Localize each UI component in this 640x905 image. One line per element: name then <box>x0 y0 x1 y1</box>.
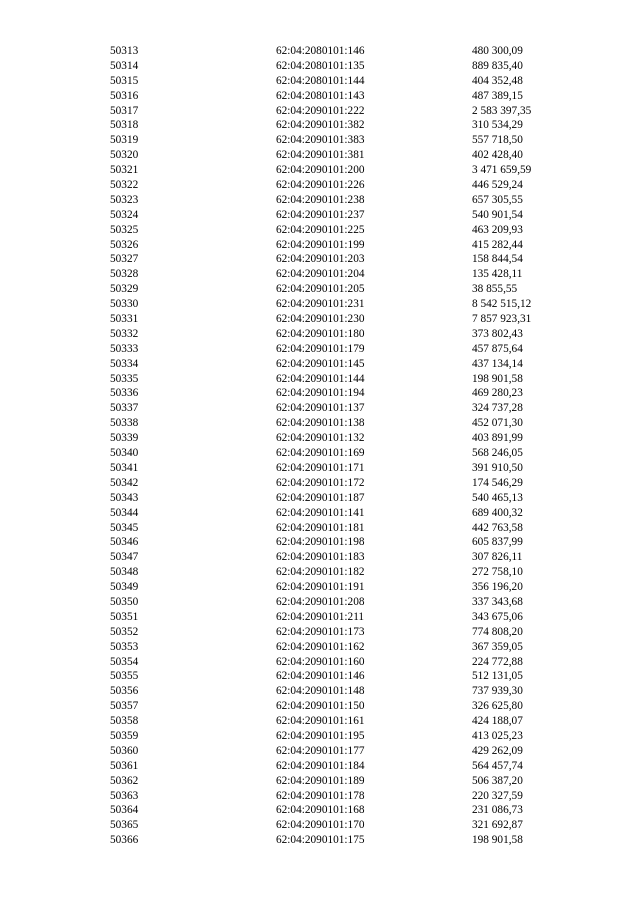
row-number-cell: 50359 <box>110 729 139 742</box>
cadastral-value-cell: 657 305,55 <box>472 193 523 206</box>
row-number-cell: 50317 <box>110 104 139 117</box>
row-number-cell: 50342 <box>110 476 139 489</box>
cadastral-number-cell: 62:04:2090101:208 <box>276 595 365 608</box>
cadastral-number-cell: 62:04:2090101:171 <box>276 461 365 474</box>
cadastral-number-cell: 62:04:2090101:382 <box>276 119 365 132</box>
cadastral-number-cell: 62:04:2090101:145 <box>276 357 365 370</box>
row-number-cell: 50351 <box>110 610 139 623</box>
cadastral-value-cell: 321 692,87 <box>472 819 523 832</box>
cadastral-number-cell: 62:04:2090101:383 <box>276 134 365 147</box>
table-row <box>0 401 640 416</box>
cadastral-value-cell: 457 875,64 <box>472 342 523 355</box>
table-row <box>0 193 640 208</box>
cadastral-number-cell: 62:04:2090101:172 <box>276 476 365 489</box>
table-row <box>0 282 640 297</box>
cadastral-value-cell: 506 387,20 <box>472 774 523 787</box>
table-row <box>0 446 640 461</box>
table-row <box>0 89 640 104</box>
cadastral-value-cell: 774 808,20 <box>472 625 523 638</box>
row-number-cell: 50349 <box>110 581 139 594</box>
table-row <box>0 416 640 431</box>
table-row <box>0 297 640 312</box>
cadastral-number-cell: 62:04:2090101:137 <box>276 402 365 415</box>
cadastral-value-cell: 429 262,09 <box>472 744 523 757</box>
cadastral-value-cell: 512 131,05 <box>472 670 523 683</box>
row-number-cell: 50339 <box>110 432 139 445</box>
row-number-cell: 50353 <box>110 640 139 653</box>
table-row <box>0 550 640 565</box>
cadastral-value-cell: 463 209,93 <box>472 223 523 236</box>
cadastral-number-cell: 62:04:2090101:381 <box>276 149 365 162</box>
row-number-cell: 50330 <box>110 298 139 311</box>
row-number-cell: 50325 <box>110 223 139 236</box>
row-number-cell: 50348 <box>110 566 139 579</box>
table-row <box>0 163 640 178</box>
cadastral-number-cell: 62:04:2090101:187 <box>276 491 365 504</box>
cadastral-value-cell: 7 857 923,31 <box>472 313 532 326</box>
cadastral-value-cell: 158 844,54 <box>472 253 523 266</box>
cadastral-number-cell: 62:04:2090101:138 <box>276 417 365 430</box>
cadastral-number-cell: 62:04:2090101:150 <box>276 700 365 713</box>
row-number-cell: 50333 <box>110 342 139 355</box>
row-number-cell: 50315 <box>110 74 139 87</box>
table-row <box>0 327 640 342</box>
cadastral-number-cell: 62:04:2090101:195 <box>276 729 365 742</box>
cadastral-number-cell: 62:04:2080101:146 <box>276 45 365 57</box>
table-row <box>0 491 640 506</box>
table-row <box>0 565 640 580</box>
cadastral-number-cell: 62:04:2080101:144 <box>276 74 365 87</box>
cadastral-number-cell: 62:04:2090101:199 <box>276 238 365 251</box>
cadastral-number-cell: 62:04:2090101:194 <box>276 387 365 400</box>
cadastral-value-cell: 307 826,11 <box>472 551 523 564</box>
cadastral-number-cell: 62:04:2090101:203 <box>276 253 365 266</box>
row-number-cell: 50320 <box>110 149 139 162</box>
cadastral-number-cell: 62:04:2090101:230 <box>276 313 365 326</box>
row-number-cell: 50326 <box>110 238 139 251</box>
cadastral-value-cell: 437 134,14 <box>472 357 523 370</box>
cadastral-number-cell: 62:04:2090101:211 <box>276 610 365 623</box>
cadastral-value-cell: 8 542 515,12 <box>472 298 532 311</box>
cadastral-value-cell: 38 855,55 <box>472 283 518 296</box>
table-row <box>0 521 640 536</box>
cadastral-value-cell: 337 343,68 <box>472 595 523 608</box>
cadastral-number-cell: 62:04:2090101:200 <box>276 164 365 177</box>
cadastral-value-cell: 404 352,48 <box>472 74 523 87</box>
cadastral-value-cell: 324 737,28 <box>472 402 523 415</box>
cadastral-number-cell: 62:04:2080101:143 <box>276 89 365 102</box>
cadastral-number-cell: 62:04:2090101:231 <box>276 298 365 311</box>
row-number-cell: 50358 <box>110 715 139 728</box>
cadastral-number-cell: 62:04:2090101:178 <box>276 789 365 802</box>
cadastral-number-cell: 62:04:2090101:189 <box>276 774 365 787</box>
cadastral-number-cell: 62:04:2090101:184 <box>276 759 365 772</box>
cadastral-value-cell: 198 901,58 <box>472 372 523 385</box>
cadastral-number-cell: 62:04:2090101:226 <box>276 179 365 192</box>
row-number-cell: 50362 <box>110 774 139 787</box>
table-row <box>0 238 640 253</box>
row-number-cell: 50332 <box>110 327 139 340</box>
cadastral-number-cell: 62:04:2090101:141 <box>276 506 365 519</box>
row-number-cell: 50338 <box>110 417 139 430</box>
cadastral-number-cell: 62:04:2090101:175 <box>276 834 365 847</box>
table-row <box>0 223 640 238</box>
cadastral-number-cell: 62:04:2090101:162 <box>276 640 365 653</box>
table-row <box>0 252 640 267</box>
table-row <box>0 342 640 357</box>
table-row <box>0 461 640 476</box>
cadastral-value-cell: 446 529,24 <box>472 179 523 192</box>
cadastral-value-cell: 469 280,23 <box>472 387 523 400</box>
cadastral-number-cell: 62:04:2090101:168 <box>276 804 365 817</box>
row-number-cell: 50356 <box>110 685 139 698</box>
cadastral-value-cell: 367 359,05 <box>472 640 523 653</box>
cadastral-value-cell: 220 327,59 <box>472 789 523 802</box>
row-number-cell: 50335 <box>110 372 139 385</box>
cadastral-number-cell: 62:04:2090101:148 <box>276 685 365 698</box>
table-row <box>0 431 640 446</box>
cadastral-value-cell: 356 196,20 <box>472 581 523 594</box>
table-row <box>0 714 640 729</box>
cadastral-value-cell: 540 901,54 <box>472 208 523 221</box>
cadastral-value-cell: 174 546,29 <box>472 476 523 489</box>
row-number-cell: 50345 <box>110 521 139 534</box>
row-number-cell: 50331 <box>110 313 139 326</box>
cadastral-value-cell: 343 675,06 <box>472 610 523 623</box>
table-row <box>0 833 640 848</box>
cadastral-number-cell: 62:04:2090101:177 <box>276 744 365 757</box>
table-row <box>0 133 640 148</box>
cadastral-value-cell: 373 802,43 <box>472 327 523 340</box>
cadastral-value-cell: 413 025,23 <box>472 729 523 742</box>
cadastral-number-cell: 62:04:2090101:198 <box>276 536 365 549</box>
row-number-cell: 50363 <box>110 789 139 802</box>
table-row <box>0 118 640 133</box>
table-row <box>0 729 640 744</box>
cadastral-number-cell: 62:04:2090101:237 <box>276 208 365 221</box>
row-number-cell: 50344 <box>110 506 139 519</box>
table-row <box>0 818 640 833</box>
cadastral-value-cell: 391 910,50 <box>472 461 523 474</box>
row-number-cell: 50327 <box>110 253 139 266</box>
table-row <box>0 148 640 163</box>
table-row <box>0 59 640 74</box>
table-row <box>0 625 640 640</box>
table-row <box>0 744 640 759</box>
row-number-cell: 50366 <box>110 834 139 847</box>
cadastral-value-cell: 135 428,11 <box>472 268 523 281</box>
row-number-cell: 50324 <box>110 208 139 221</box>
cadastral-number-cell: 62:04:2090101:169 <box>276 447 365 460</box>
cadastral-value-cell: 689 400,32 <box>472 506 523 519</box>
table-row <box>0 372 640 387</box>
cadastral-number-cell: 62:04:2090101:204 <box>276 268 365 281</box>
table-row <box>0 595 640 610</box>
row-number-cell: 50329 <box>110 283 139 296</box>
cadastral-value-cell: 326 625,80 <box>472 700 523 713</box>
row-number-cell: 50365 <box>110 819 139 832</box>
cadastral-number-cell: 62:04:2090101:132 <box>276 432 365 445</box>
table-row <box>0 803 640 818</box>
table-row <box>0 386 640 401</box>
cadastral-number-cell: 62:04:2080101:135 <box>276 59 365 72</box>
row-number-cell: 50313 <box>110 45 139 57</box>
cadastral-number-cell: 62:04:2090101:182 <box>276 566 365 579</box>
cadastral-number-cell: 62:04:2090101:181 <box>276 521 365 534</box>
row-number-cell: 50343 <box>110 491 139 504</box>
row-number-cell: 50341 <box>110 461 139 474</box>
row-number-cell: 50347 <box>110 551 139 564</box>
cadastral-number-cell: 62:04:2090101:170 <box>276 819 365 832</box>
table-row <box>0 535 640 550</box>
table-row <box>0 357 640 372</box>
row-number-cell: 50336 <box>110 387 139 400</box>
table-row <box>0 640 640 655</box>
cadastral-value-cell: 198 901,58 <box>472 834 523 847</box>
row-number-cell: 50319 <box>110 134 139 147</box>
row-number-cell: 50350 <box>110 595 139 608</box>
table-row <box>0 684 640 699</box>
cadastral-value-cell: 3 471 659,59 <box>472 164 532 177</box>
cadastral-number-cell: 62:04:2090101:238 <box>276 193 365 206</box>
cadastral-value-cell: 889 835,40 <box>472 59 523 72</box>
table-row <box>0 74 640 89</box>
row-number-cell: 50346 <box>110 536 139 549</box>
table-row <box>0 44 640 59</box>
row-number-cell: 50316 <box>110 89 139 102</box>
cadastral-value-cell: 442 763,58 <box>472 521 523 534</box>
cadastral-number-cell: 62:04:2090101:144 <box>276 372 365 385</box>
cadastral-value-cell: 424 188,07 <box>472 715 523 728</box>
cadastral-value-cell: 452 071,30 <box>472 417 523 430</box>
row-number-cell: 50340 <box>110 447 139 460</box>
row-number-cell: 50364 <box>110 804 139 817</box>
table-row <box>0 655 640 670</box>
row-number-cell: 50328 <box>110 268 139 281</box>
cadastral-value-cell: 2 583 397,35 <box>472 104 532 117</box>
table-row <box>0 476 640 491</box>
cadastral-value-cell: 310 534,29 <box>472 119 523 132</box>
row-number-cell: 50352 <box>110 625 139 638</box>
cadastral-value-cell: 737 939,30 <box>472 685 523 698</box>
row-number-cell: 50321 <box>110 164 139 177</box>
table-row <box>0 208 640 223</box>
cadastral-number-cell: 62:04:2090101:173 <box>276 625 365 638</box>
table-row <box>0 669 640 684</box>
cadastral-value-cell: 231 086,73 <box>472 804 523 817</box>
cadastral-number-cell: 62:04:2090101:146 <box>276 670 365 683</box>
cadastral-number-cell: 62:04:2090101:183 <box>276 551 365 564</box>
table-row <box>0 312 640 327</box>
row-number-cell: 50354 <box>110 655 139 668</box>
cadastral-value-cell: 402 428,40 <box>472 149 523 162</box>
table-row <box>0 580 640 595</box>
table-row <box>0 699 640 714</box>
row-number-cell: 50334 <box>110 357 139 370</box>
table-row <box>0 267 640 282</box>
cadastral-value-cell: 564 457,74 <box>472 759 523 772</box>
cadastral-number-cell: 62:04:2090101:222 <box>276 104 365 117</box>
cadastral-number-cell: 62:04:2090101:180 <box>276 327 365 340</box>
cadastral-number-cell: 62:04:2090101:225 <box>276 223 365 236</box>
row-number-cell: 50322 <box>110 179 139 192</box>
cadastral-value-cell: 568 246,05 <box>472 447 523 460</box>
cadastral-number-cell: 62:04:2090101:160 <box>276 655 365 668</box>
row-number-cell: 50337 <box>110 402 139 415</box>
cadastral-value-cell: 605 837,99 <box>472 536 523 549</box>
cadastral-value-cell: 415 282,44 <box>472 238 523 251</box>
cadastral-number-cell: 62:04:2090101:179 <box>276 342 365 355</box>
row-number-cell: 50318 <box>110 119 139 132</box>
cadastral-value-cell: 224 772,88 <box>472 655 523 668</box>
cadastral-number-cell: 62:04:2090101:161 <box>276 715 365 728</box>
cadastral-value-cell: 557 718,50 <box>472 134 523 147</box>
row-number-cell: 50360 <box>110 744 139 757</box>
row-number-cell: 50314 <box>110 59 139 72</box>
cadastral-number-cell: 62:04:2090101:191 <box>276 581 365 594</box>
cadastral-value-cell: 480 300,09 <box>472 45 523 57</box>
cadastral-number-cell: 62:04:2090101:205 <box>276 283 365 296</box>
row-number-cell: 50323 <box>110 193 139 206</box>
cadastral-value-cell: 540 465,13 <box>472 491 523 504</box>
table-row <box>0 759 640 774</box>
table-row <box>0 178 640 193</box>
table-row <box>0 774 640 789</box>
cadastral-value-cell: 487 389,15 <box>472 89 523 102</box>
cadastral-value-cell: 272 758,10 <box>472 566 523 579</box>
cadastral-value-cell: 403 891,99 <box>472 432 523 445</box>
table-row <box>0 789 640 804</box>
row-number-cell: 50355 <box>110 670 139 683</box>
cadastral-value-table <box>0 44 640 848</box>
row-number-cell: 50361 <box>110 759 139 772</box>
table-row <box>0 104 640 119</box>
table-row <box>0 506 640 521</box>
row-number-cell: 50357 <box>110 700 139 713</box>
table-row <box>0 610 640 625</box>
